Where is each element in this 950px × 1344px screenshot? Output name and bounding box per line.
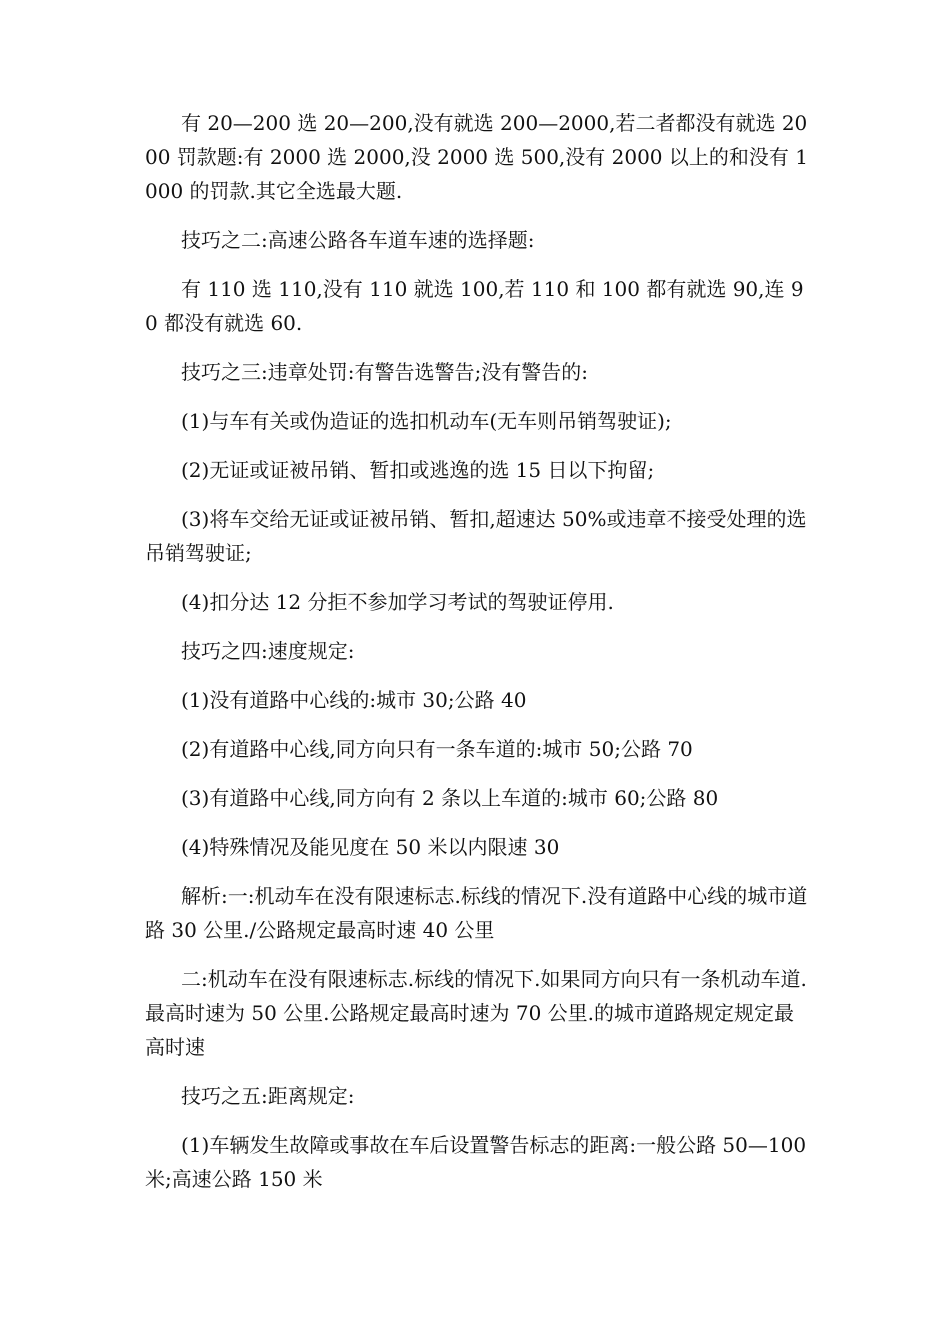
paragraph-distance-1: (1)车辆发生故障或事故在车后设置警告标志的距离:一般公路 50—100 米;高速公路 150 米	[145, 1133, 807, 1191]
paragraph-speed-3: (3)有道路中心线,同方向有 2 条以上车道的:城市 60;公路 80	[181, 786, 719, 810]
paragraph-speed-1: (1)没有道路中心线的:城市 30;公路 40	[181, 688, 527, 712]
paragraph-penalty-4: (4)扣分达 12 分拒不参加学习考试的驾驶证停用.	[181, 590, 614, 614]
paragraph-speed-4: (4)特殊情况及能见度在 50 米以内限速 30	[181, 835, 560, 859]
document-body	[145, 106, 810, 1211]
paragraph-speed-2: (2)有道路中心线,同方向只有一条车道的:城市 50;公路 70	[181, 737, 693, 761]
paragraph-tip-five-heading: 技巧之五:距离规定:	[181, 1084, 355, 1108]
paragraph-penalty-1: (1)与车有关或伪造证的选扣机动车(无车则吊销驾驶证);	[181, 409, 672, 433]
paragraph-penalty-2: (2)无证或证被吊销、暂扣或逃逸的选 15 日以下拘留;	[181, 458, 655, 482]
paragraph-fine-rules: 有 20—200 选 20—200,没有就选 200—2000,若二者都没有就选 2000 罚款题:有 2000 选 2000,没 2000 选 500,没有 2000 以上的和没有 1000 的罚款.其它全选最大题.	[145, 111, 808, 203]
paragraph-analysis-two: 二:机动车在没有限速标志.标线的情况下.如果同方向只有一条机动车道.最高时速为 50 公里.公路规定最高时速为 70 公里.的城市道路规定规定最高时速	[145, 967, 807, 1059]
paragraph-tip-four-heading: 技巧之四:速度规定:	[181, 639, 355, 663]
paragraph-penalty-3: (3)将车交给无证或证被吊销、暂扣,超速达 50%或违章不接受处理的选吊销驾驶证;	[145, 507, 807, 565]
paragraph-tip-two-heading: 技巧之二:高速公路各车道车速的选择题:	[181, 228, 535, 252]
paragraph-tip-three-heading: 技巧之三:违章处罚:有警告选警告;没有警告的:	[181, 360, 588, 384]
paragraph-highway-lane-speed: 有 110 选 110,没有 110 就选 100,若 110 和 100 都有就选 90,连 90 都没有就选 60.	[145, 277, 804, 335]
paragraph-analysis-one: 解析:一:机动车在没有限速标志.标线的情况下.没有道路中心线的城市道路 30 公里./公路规定最高时速 40 公里	[145, 884, 808, 942]
